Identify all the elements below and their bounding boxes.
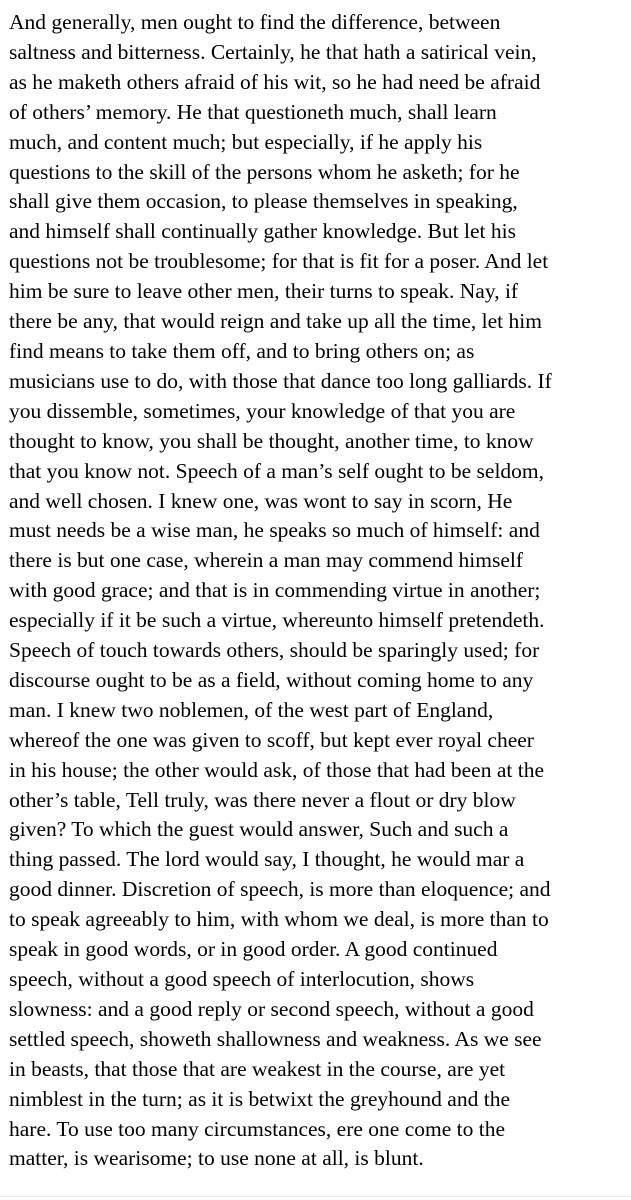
text-line: whereof the one was given to scoff, but kept ever royal cheer [9,727,534,752]
text-line: and well chosen. I knew one, was wont to say in scorn, He [9,488,513,513]
text-line: in his house; the other would ask, of those that had been at the [9,757,544,782]
text-line: and himself shall continually gather knowledge. But let his [9,219,516,244]
text-line: there be any, that would reign and take up all the time, let him [9,309,542,334]
text-line: questions not be troublesome; for that is fit for a poser. And let [9,249,549,274]
text-line: other’s table, Tell truly, was there never a flout or dry blow [9,787,516,812]
text-line: good dinner. Discretion of speech, is more than eloquence; and [9,877,551,902]
text-line: nimblest in the turn; as it is betwixt the greyhound and the [9,1086,510,1111]
text-line: find means to take them off, and to bring others on; as [9,338,475,363]
text-line: must needs be a wise man, he speaks so much of himself: and [9,518,540,543]
text-line: you dissemble, sometimes, your knowledge of that you are [9,398,516,423]
text-line: discourse ought to be as a field, without coming home to any [9,667,534,692]
text-line: to speak agreeably to him, with whom we deal, is more than to [9,907,549,932]
text-line: much, and content much; but especially, if he apply his [9,129,483,154]
text-line: with good grace; and that is in commending virtue in another; [9,578,541,603]
text-line: hare. To use too many circumstances, ere one come to the [9,1116,506,1141]
text-line: man. I knew two noblemen, of the west part of England, [9,697,494,722]
essay-paragraph [9,8,631,1174]
text-line: matter, is wearisome; to use none at all, is blunt. [9,1146,424,1171]
text-line: musicians use to do, with those that dance too long galliards. If [9,368,552,393]
text-line: Speech of touch towards others, should be sparingly used; for [9,638,540,663]
text-line: thought to know, you shall be thought, another time, to know [9,428,534,453]
text-line: thing passed. The lord would say, I thought, he would mar a [9,847,525,872]
text-line: of others’ memory. He that questioneth much, shall learn [9,99,497,124]
text-line: given? To which the guest would answer, Such and such a [9,817,509,842]
page-bottom-divider [0,1196,631,1197]
text-line: slowness: and a good reply or second speech, without a good [9,996,534,1021]
text-line: there is but one case, wherein a man may commend himself [9,548,524,573]
text-line: him be sure to leave other men, their turns to speak. Nay, if [9,279,519,304]
text-line: questions to the skill of the persons whom he asketh; for he [9,159,520,184]
text-line: saltness and bitterness. Certainly, he that hath a satirical vein, [9,39,537,64]
text-line: that you know not. Speech of a man’s self ought to be seldom, [9,458,545,483]
text-line: speak in good words, or in good order. A good continued [9,937,498,962]
text-line: speech, without a good speech of interlocution, shows [9,967,475,991]
text-line: especially if it be such a virtue, whereunto himself pretendeth. [9,608,545,633]
text-line: as he maketh others afraid of his wit, so he had need be afraid [9,69,541,94]
text-line: settled speech, showeth shallowness and weakness. As we see [9,1026,542,1051]
text-line: in beasts, that those that are weakest in the course, are yet [9,1056,506,1081]
text-line: And generally, men ought to find the difference, between [9,10,501,34]
text-line: shall give them occasion, to please themselves in speaking, [9,189,518,214]
